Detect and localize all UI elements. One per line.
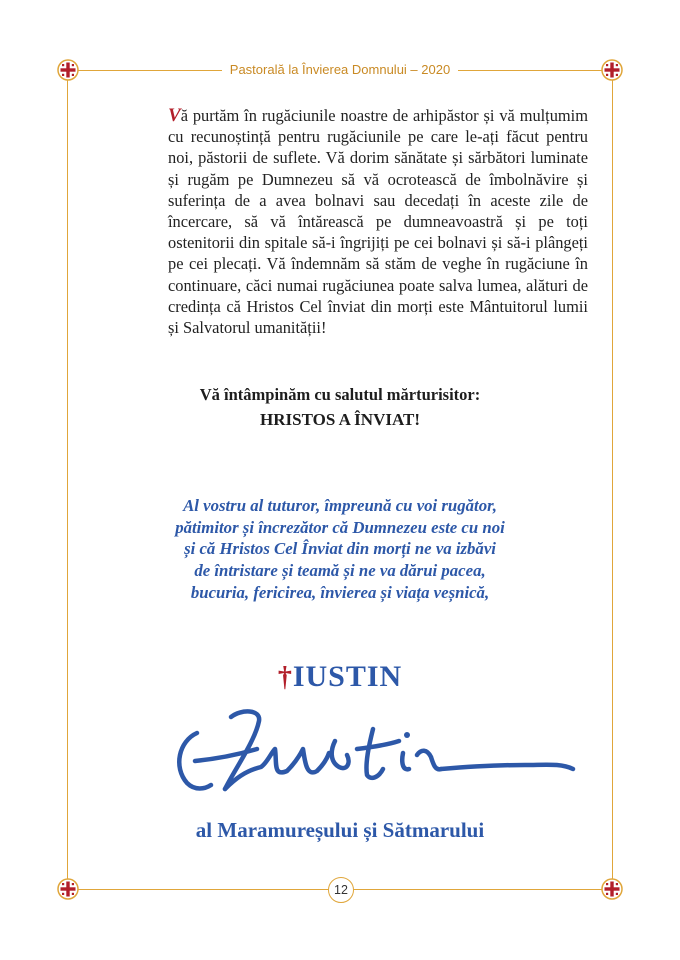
jerusalem-cross-icon bbox=[57, 878, 79, 900]
body-paragraph-text: ă purtăm în rugăciunile noastre de arhipăstor și vă mulțumim cu recunoștință pentru rugăciunile pe care le-ați făcut pentru noi, păstorii de suflete. Vă dorim sănătate și sărbători luminate și rugăm pe Dumnezeu să vă ocrotească de îmbolnăvire și suferința de a avea bolnavi sau decedați în aceste zile de încercare, să vă întărească pe dumneavoastră și pe toți ostenitorii din spitale să-i îngrijiți pe cei bolnavi și să-i plângeți pe cei plecați. Vă îndemnăm să stăm de veghe în rugăciune în continuare, căci numai rugăciunea poate salva lumea, alături de credința că Hristos Cel înviat din morți este Mântuitorul lumii și Salvatorul umanității! bbox=[168, 106, 588, 338]
page-number: 12 bbox=[328, 877, 354, 903]
closing-line: Al vostru al tuturor, împreună cu voi rugător, bbox=[183, 496, 497, 515]
running-header bbox=[0, 61, 680, 79]
dagger-mark: † bbox=[277, 662, 293, 693]
closing-blessing bbox=[120, 495, 560, 604]
handwritten-signature bbox=[165, 705, 585, 805]
header-title: Pastorală la Învierea Domnului – 2020 bbox=[222, 62, 458, 77]
drop-cap: V bbox=[168, 105, 181, 126]
signer-name-text: IUSTIN bbox=[292, 660, 403, 693]
jerusalem-cross-icon bbox=[601, 878, 623, 900]
closing-line: pătimitor și încrezător că Dumnezeu este cu noi bbox=[175, 517, 505, 537]
frame-right-line bbox=[612, 80, 613, 880]
signer-name bbox=[200, 660, 480, 694]
frame-left-line bbox=[67, 80, 68, 880]
greeting-line: Vă întâmpinăm cu salutul mărturisitor: bbox=[199, 385, 481, 404]
easter-greeting: HRISTOS A ÎNVIAT! bbox=[260, 410, 420, 429]
closing-line: bucuria, fericirea, învierea și viața veșnică, bbox=[190, 582, 490, 602]
episcopal-see: al Maramureșului și Sătmarului bbox=[195, 818, 485, 842]
closing-line: și că Hristos Cel Înviat din morți ne va izbăvi bbox=[184, 539, 496, 559]
closing-line: de întristare și teamă și ne va dărui pacea, bbox=[194, 561, 486, 581]
body-paragraph bbox=[168, 105, 588, 338]
